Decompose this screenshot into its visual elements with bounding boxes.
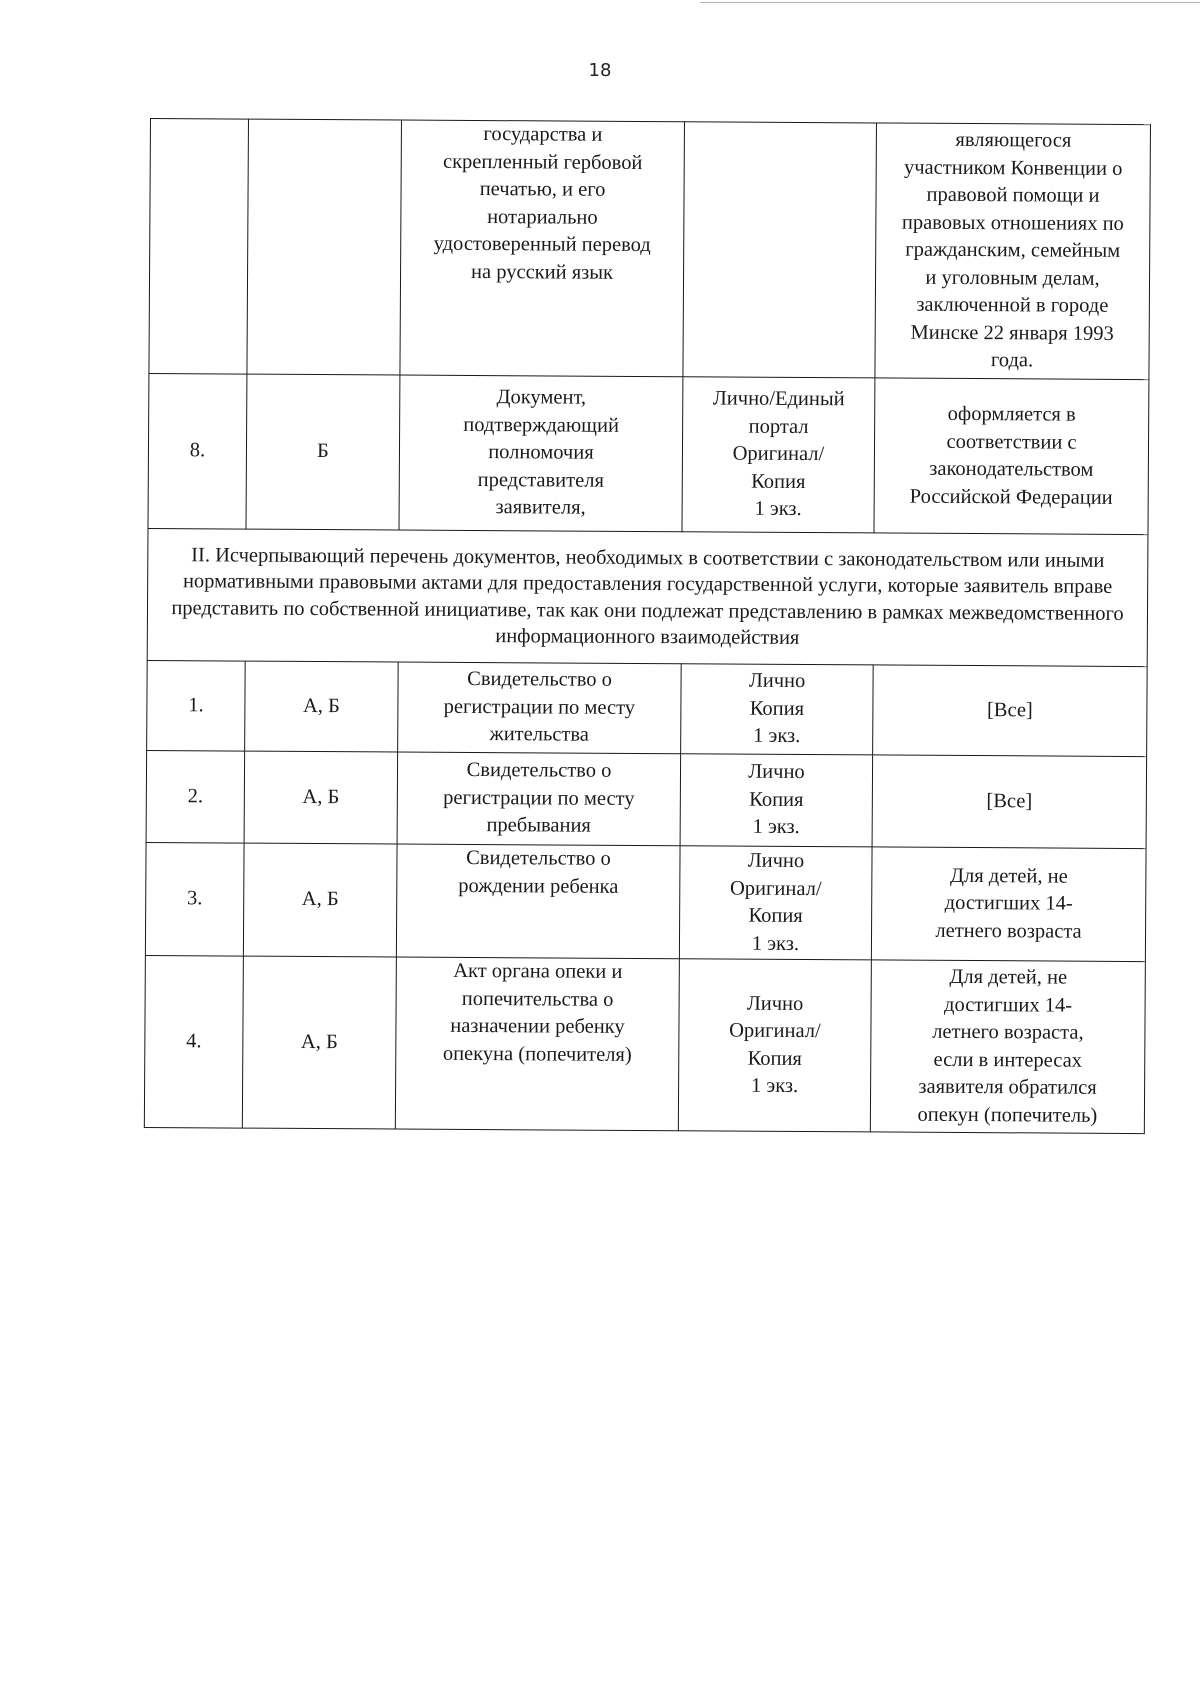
row-number-cell: [149, 119, 249, 375]
note-cell: являющегося участником Конвенции о правовой помощи и правовых отношениях по гражданским, семейным и уголовным делам, заключенной в городе Минске 22 января 1993 года.: [875, 123, 1151, 380]
note-cell: [Все]: [873, 665, 1148, 757]
note-cell: Для детей, не достигших 14- летнего возраста, если в интересах заявителя обратился опекун (попечитель): [870, 960, 1145, 1134]
row-number-cell: 3.: [145, 842, 244, 956]
document-name-cell: Свидетельство о регистрации по месту пребывания: [397, 752, 681, 846]
submission-method-cell: Лично Оригинал/ Копия 1 экз.: [678, 959, 871, 1132]
document-name-cell: Свидетельство о рождении ребенка: [396, 844, 680, 959]
submission-method-cell: Лично Копия 1 экз.: [680, 754, 873, 847]
document-name-cell: государства и скрепленный гербовой печатью, и его нотариально удостоверенный перевод на русский язык: [400, 120, 685, 377]
applicant-category-cell: А, Б: [243, 843, 397, 957]
document-name-cell: Документ, подтверждающий полномочия представителя заявителя,: [399, 375, 683, 532]
applicant-category-cell: А, Б: [242, 956, 396, 1129]
table-row: [147, 660, 1148, 756]
document-name-cell: Свидетельство о регистрации по месту жительства: [398, 662, 682, 754]
row-number-cell: 2.: [146, 750, 245, 843]
submission-method-cell: Лично/Единый портал Оригинал/ Копия 1 экз.: [682, 377, 875, 533]
applicant-category-cell: Б: [246, 374, 400, 530]
table-row: [149, 119, 1151, 380]
row-number-cell: 8.: [148, 373, 247, 529]
row-number-cell: 4.: [144, 955, 243, 1128]
scan-edge-rule: [700, 2, 1200, 3]
table-row: [145, 842, 1146, 961]
row-number-cell: 1.: [147, 660, 246, 751]
applicant-category-cell: А, Б: [244, 751, 398, 844]
documents-table: [144, 118, 1151, 1134]
note-cell: Для детей, не достигших 14- летнего возраста: [871, 847, 1146, 962]
note-cell: оформляется в соответствии с законодательством Российской Федерации: [874, 378, 1149, 535]
document-name-cell: Акт органа опеки и попечительства о назначении ребенку опекуна (попечителя): [395, 957, 679, 1131]
page-number: 18: [588, 60, 612, 81]
section-2-heading: II. Исчерпывающий перечень документов, необходимых в соответствии с законодательством или иными нормативными правовыми актами для предоставления государственной услуги, которые заявитель вправе представить по собственной инициативе, так как они подлежат представлению в рамках межведомственного информационного взаимодействия: [147, 528, 1148, 666]
applicant-category-cell: А, Б: [245, 661, 399, 752]
submission-method-cell: Лично Копия 1 экз.: [681, 664, 874, 755]
note-cell: [Все]: [872, 755, 1147, 849]
applicant-category-cell: [247, 119, 402, 375]
section-heading-row: [147, 528, 1148, 666]
submission-method-cell: [683, 122, 877, 378]
table-row: [144, 955, 1145, 1133]
table-row: [148, 373, 1149, 534]
submission-method-cell: Лично Оригинал/ Копия 1 экз.: [679, 846, 872, 960]
table-row: [146, 750, 1147, 848]
